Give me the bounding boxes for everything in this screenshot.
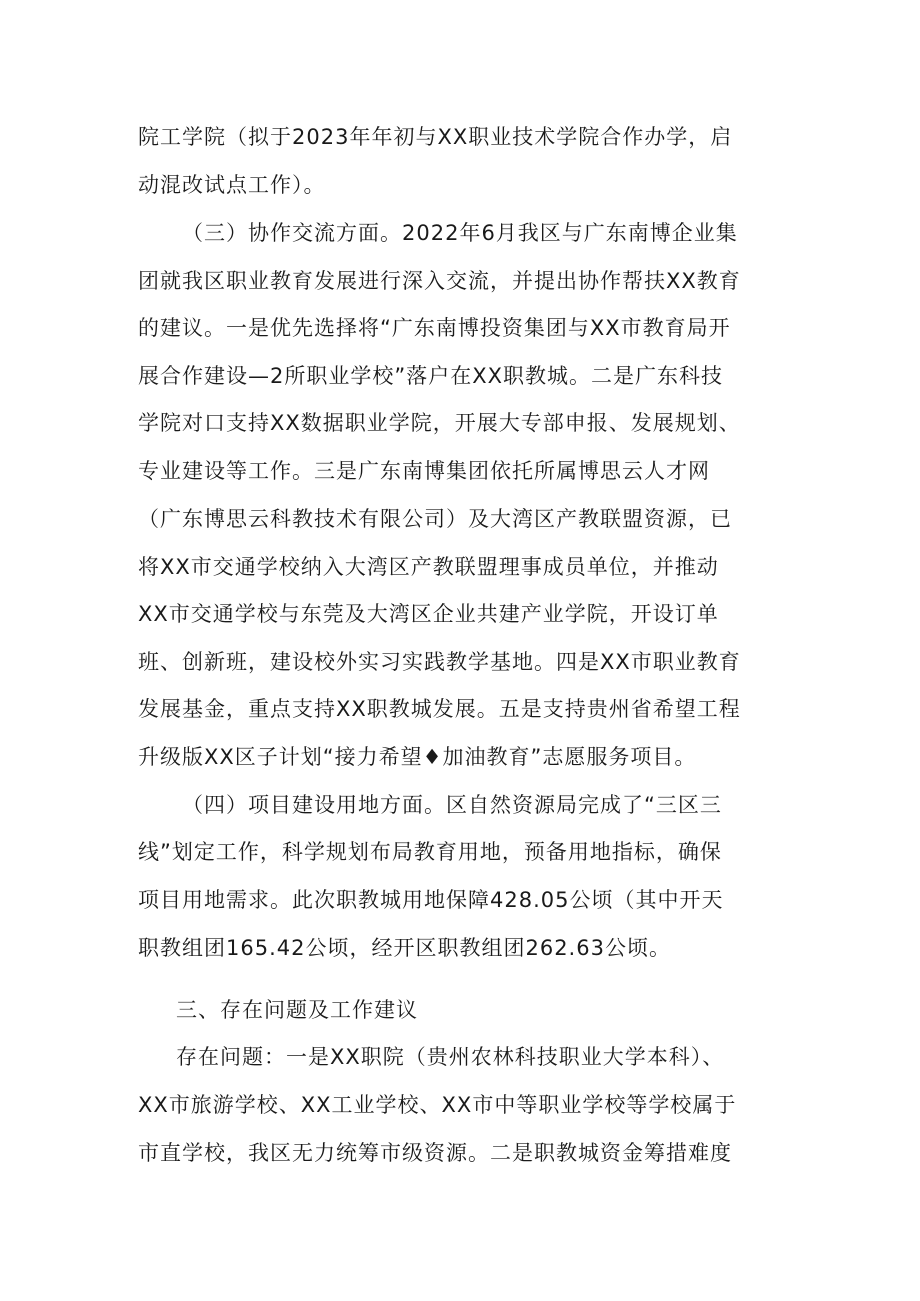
paragraph-line: （三）协作交流方面。2022年6月我区与广东南博企业集 bbox=[182, 221, 738, 245]
paragraph-line: 班、创新班，建设校外实习实践教学基地。四是XX市职业教育 bbox=[138, 650, 741, 674]
paragraph-line: （四）项目建设用地方面。区自然资源局完成了“三区三 bbox=[182, 793, 722, 817]
paragraph-line: XX市旅游学校、XX工业学校、XX市中等职业学校等学校属于 bbox=[138, 1093, 737, 1117]
paragraph-line: 展合作建设—2所职业学校”落户在XX职教城。二是广东科技 bbox=[138, 364, 724, 388]
paragraph-line: （广东博思云科教技术有限公司）及大湾区产教联盟资源，已 bbox=[138, 507, 732, 531]
paragraph-line: 团就我区职业教育发展进行深入交流，并提出协作帮扶XX教育 bbox=[138, 269, 741, 293]
paragraph-line: 存在问题：一是XX职院（贵州农林科技职业大学本科）、 bbox=[176, 1045, 725, 1069]
paragraph-line: 升级版XX区子计划“接力希望♦加油教育”志愿服务项目。 bbox=[138, 745, 697, 769]
paragraph-line: 的建议。一是优先选择将“广东南博投资集团与XX市教育局开 bbox=[138, 316, 731, 340]
section-heading: 三、存在问题及工作建议 bbox=[176, 998, 418, 1022]
paragraph-line: 学院对口支持XX数据职业学院，开展大专部申报、发展规划、 bbox=[138, 411, 741, 435]
paragraph-line: 线”划定工作，科学规划布局教育用地，预备用地指标，确保 bbox=[138, 840, 722, 864]
paragraph-line: 职教组团165.42公顷，经开区职教组团262.63公顷。 bbox=[138, 936, 671, 960]
paragraph-line: 动混改试点工作）。 bbox=[138, 173, 326, 197]
paragraph-line: 将XX市交通学校纳入大湾区产教联盟理事成员单位，并推动 bbox=[138, 555, 719, 579]
paragraph-line: 市直学校，我区无力统筹市级资源。二是职教城资金筹措难度 bbox=[138, 1141, 732, 1165]
paragraph-line: 院工学院（拟于2023年年初与XX职业技术学院合作办学，启 bbox=[138, 125, 733, 149]
paragraph-line: 专业建设等工作。三是广东南博集团依托所属博思云人才网 bbox=[138, 459, 710, 483]
paragraph-line: XX市交通学校与东莞及大湾区企业共建产业学院，开设订单 bbox=[138, 602, 719, 626]
paragraph-line: 项目用地需求。此次职教城用地保障428.05公顷（其中开天 bbox=[138, 888, 724, 912]
paragraph-line: 发展基金，重点支持XX职教城发展。五是支持贵州省希望工程 bbox=[138, 697, 741, 721]
